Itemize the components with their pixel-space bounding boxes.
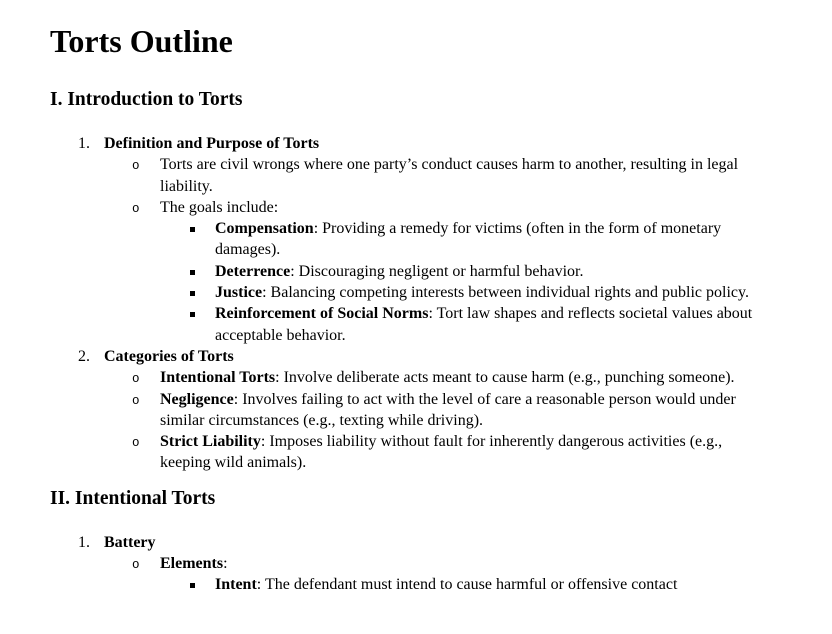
bold-term: Justice xyxy=(215,284,263,302)
circle-bullet-icon: o xyxy=(132,201,140,216)
circle-bullet-icon: o xyxy=(132,393,140,408)
list-item-level-2 xyxy=(50,197,770,218)
list-item-level-2 xyxy=(50,389,770,432)
numbered-item xyxy=(50,133,770,154)
item-number: 1. xyxy=(78,533,90,551)
list-item-text xyxy=(160,156,738,194)
text-run: : Discouraging negligent or harmful behavior. xyxy=(290,262,584,280)
list-item-text xyxy=(215,305,752,343)
numbered-item xyxy=(50,532,770,553)
circle-bullet-icon: o xyxy=(132,436,140,451)
section-heading: I. Introduction to Torts xyxy=(50,89,243,110)
text-run: The goals include: xyxy=(160,198,279,216)
bold-term: Strict Liability xyxy=(160,433,261,451)
list-item-level-3 xyxy=(50,261,770,282)
text-run: : Balancing competing interests between individual rights and public policy. xyxy=(262,284,749,302)
section-heading: II. Intentional Torts xyxy=(50,487,216,509)
list-item-text xyxy=(215,263,583,280)
bold-term: Compensation xyxy=(215,220,314,238)
item-label: Categories of Torts xyxy=(104,347,234,365)
bold-term: Reinforcement of Social Norms xyxy=(215,305,429,323)
list-item-level-2 xyxy=(50,367,770,388)
square-bullet-icon xyxy=(190,312,195,317)
bold-term: Deterrence xyxy=(215,262,291,280)
item-number: 1. xyxy=(78,135,90,152)
outline-sections xyxy=(50,89,770,596)
circle-bullet-icon: o xyxy=(132,159,140,174)
list-item-level-2 xyxy=(50,154,770,197)
text-run: Torts are civil wrongs where one party’s conduct causes harm to another, resulting in legal liability. xyxy=(160,156,739,195)
list-item-text xyxy=(215,284,749,301)
square-bullet-icon xyxy=(190,227,195,232)
list-item-text xyxy=(160,199,278,216)
bold-term: Intentional Torts xyxy=(160,369,276,387)
item-label: Battery xyxy=(104,533,156,551)
list-item-level-2 xyxy=(50,553,770,574)
list-item-text xyxy=(215,220,721,258)
circle-bullet-icon: o xyxy=(132,558,140,573)
list-item-text xyxy=(215,576,677,593)
text-run: : xyxy=(223,555,228,573)
document-title: Torts Outline xyxy=(50,23,233,59)
list-item-text xyxy=(160,555,228,572)
list-item-level-3 xyxy=(50,303,770,346)
text-run: : Providing a remedy for victims (often in the form of monetary damages). xyxy=(215,220,722,259)
outline-list xyxy=(50,133,770,474)
outline-list xyxy=(50,532,770,596)
list-item-level-3 xyxy=(50,218,770,261)
square-bullet-icon xyxy=(190,270,195,275)
circle-bullet-icon: o xyxy=(132,372,140,387)
text-run: : Tort law shapes and reflects societal values about acceptable behavior. xyxy=(215,305,753,344)
item-label: Definition and Purpose of Torts xyxy=(104,135,320,152)
square-bullet-icon xyxy=(190,291,195,296)
numbered-item xyxy=(50,346,770,367)
list-item-level-3 xyxy=(50,282,770,303)
list-item-level-2 xyxy=(50,431,770,474)
list-item-text xyxy=(160,433,722,471)
bold-term: Intent xyxy=(215,576,257,594)
text-run: : Imposes liability without fault for inherently dangerous activities (e.g., keeping wild animals). xyxy=(160,433,723,472)
bold-term: Elements xyxy=(160,555,224,573)
text-run: : Involve deliberate acts meant to cause harm (e.g., punching someone). xyxy=(275,369,735,387)
item-number: 2. xyxy=(78,347,90,365)
text-run: : Involves failing to act with the level of care a reasonable person would under similar circumstances (e.g., texting while driving). xyxy=(160,390,736,429)
square-bullet-icon xyxy=(190,583,195,588)
list-item-text xyxy=(160,391,736,429)
bold-term: Negligence xyxy=(160,390,234,408)
list-item-level-3 xyxy=(50,574,770,595)
list-item-text xyxy=(160,369,735,386)
text-run: : The defendant must intend to cause harmful or offensive contact xyxy=(256,576,678,594)
